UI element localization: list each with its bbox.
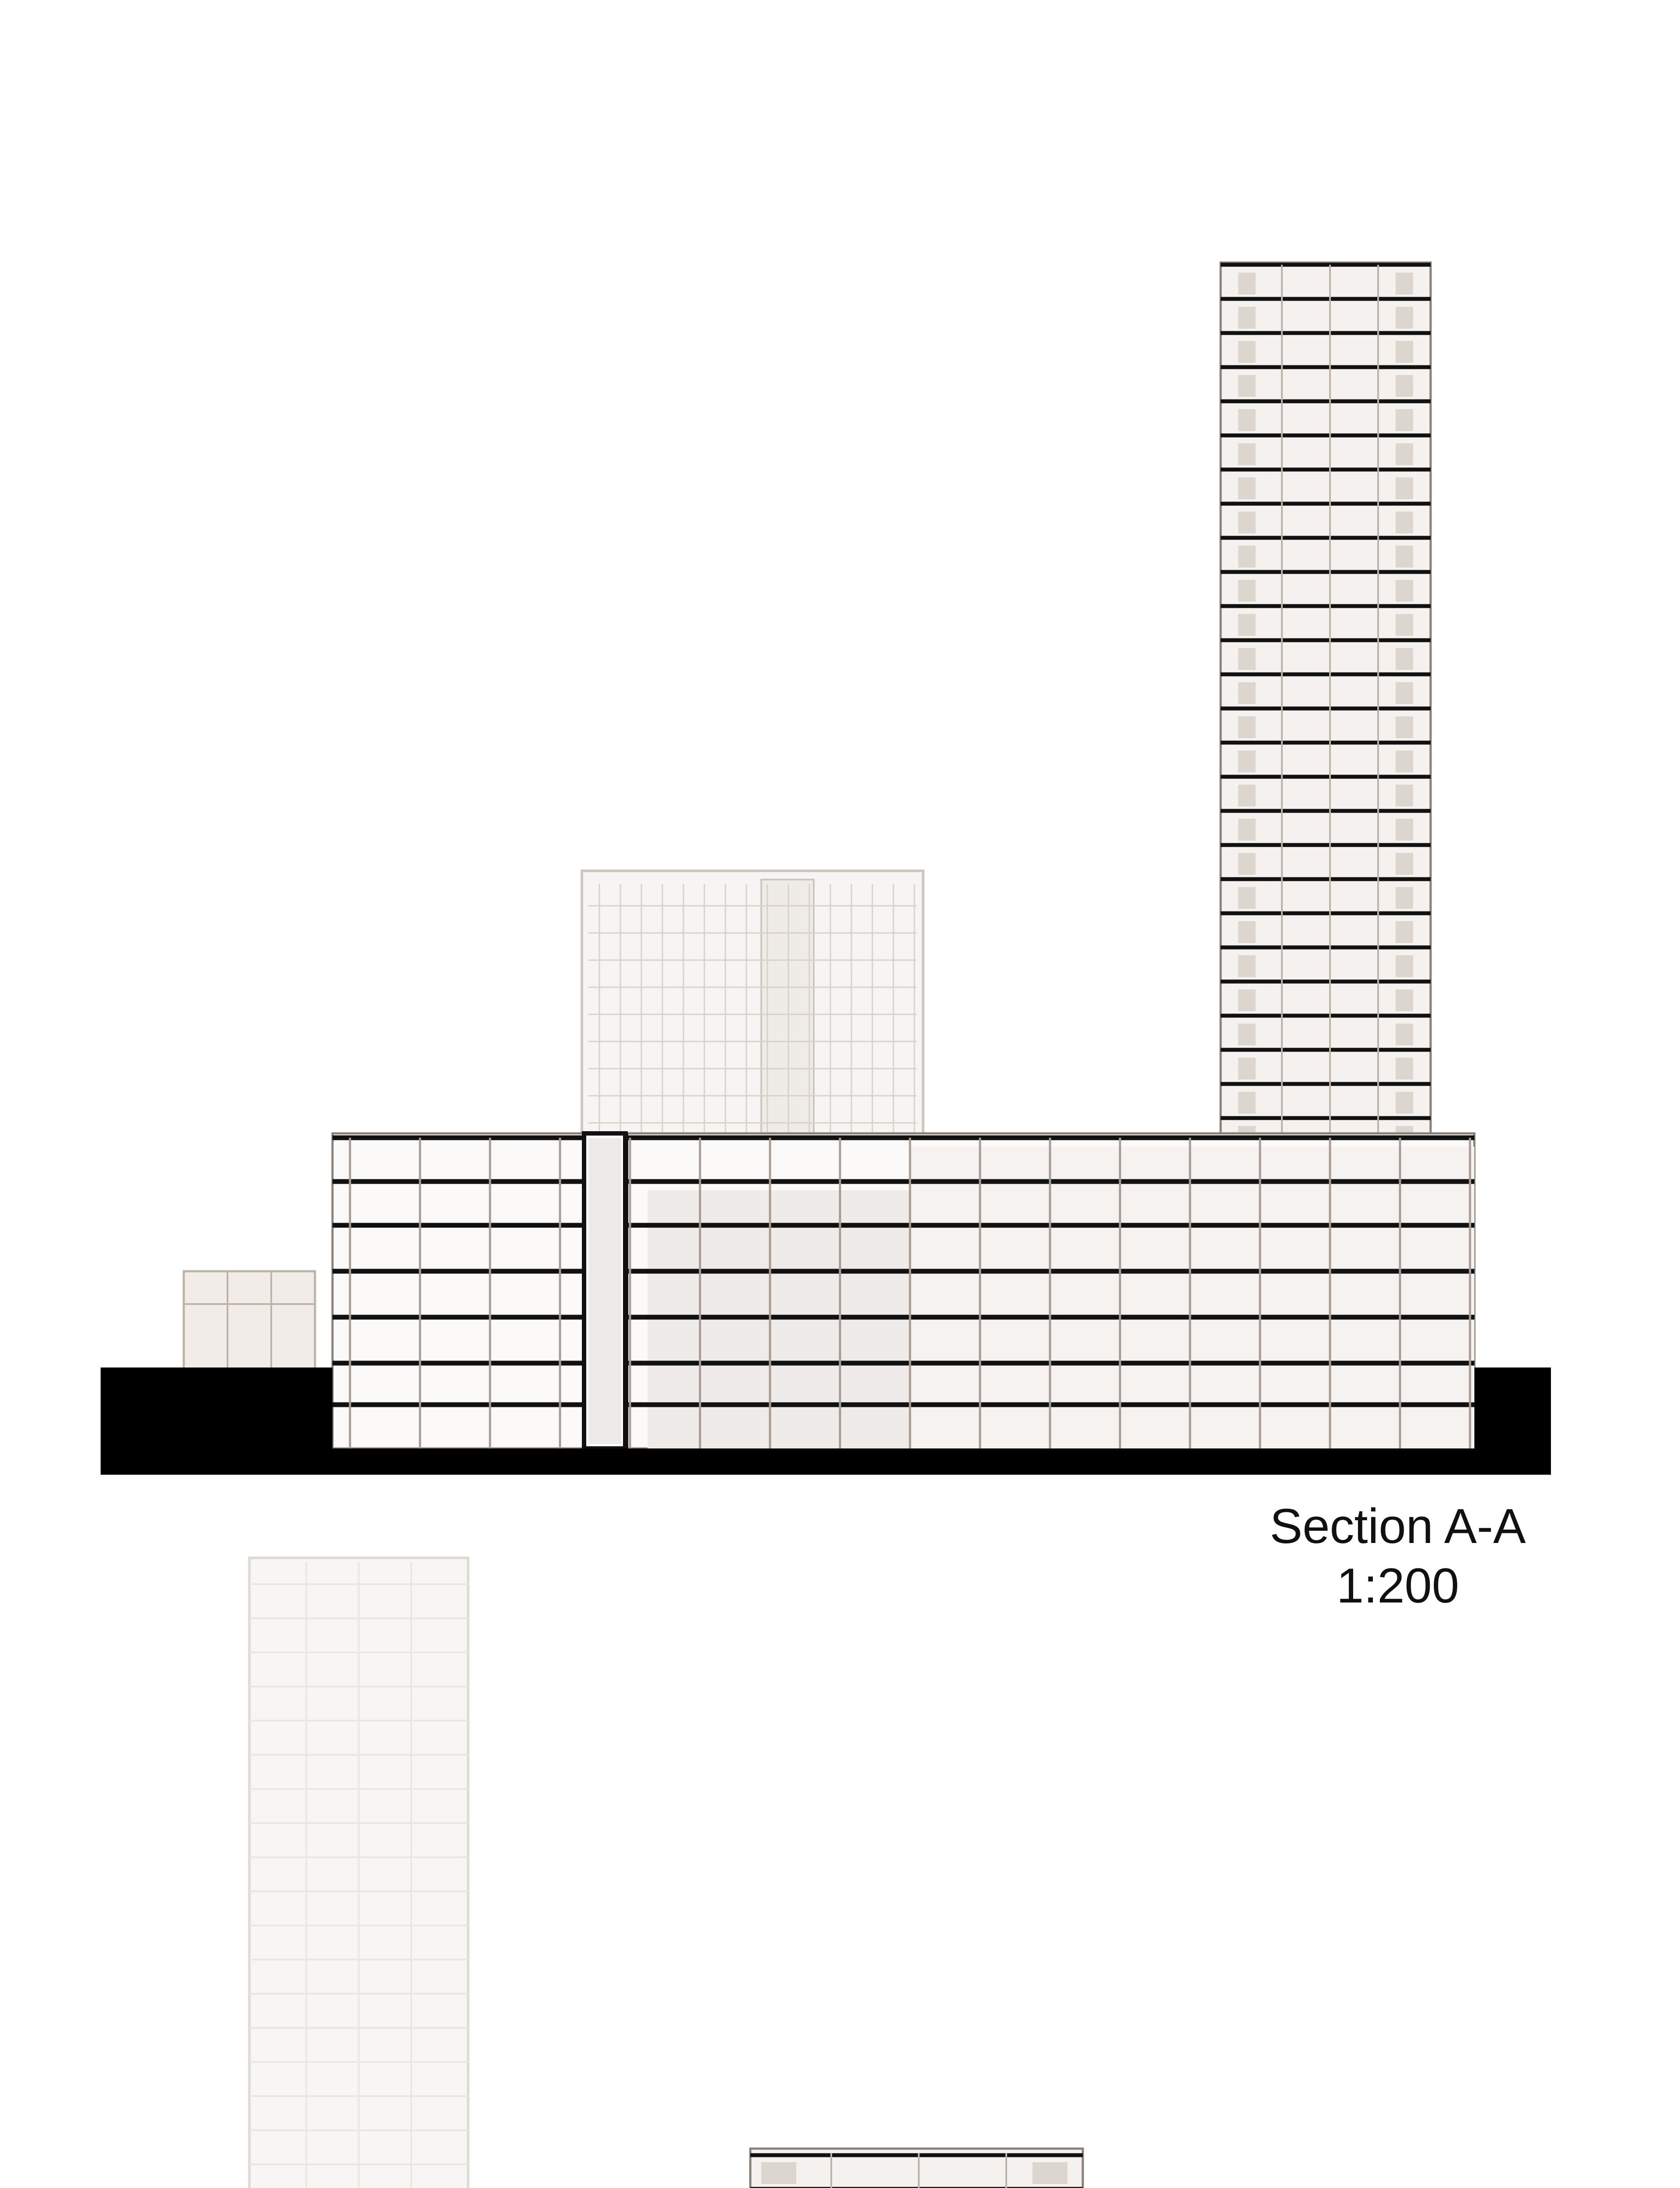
- section-a-left-annex: [184, 1271, 315, 1372]
- section-a-a-drawing: [101, 263, 1551, 1475]
- tower-window: [1238, 1024, 1256, 1045]
- tower-window: [1238, 307, 1256, 329]
- tower-window: [1396, 750, 1413, 772]
- tower-window: [1396, 546, 1413, 568]
- section-a-tower: [1221, 263, 1431, 1148]
- tower-window: [1238, 921, 1256, 943]
- tower-window: [1238, 853, 1256, 875]
- tower-window: [1396, 443, 1413, 465]
- tower-window: [1238, 955, 1256, 977]
- tower-window: [1396, 989, 1413, 1011]
- tower-window: [1396, 614, 1413, 636]
- tower-window: [1396, 955, 1413, 977]
- section-a-core: [584, 1133, 626, 1448]
- midrise-window: [1032, 2162, 1068, 2184]
- section-b-ghost-tower: [249, 1558, 468, 2188]
- tower-window: [1396, 716, 1413, 738]
- tower-window: [1238, 1092, 1256, 1114]
- tower-window: [1396, 921, 1413, 943]
- section-a-caption: [1208, 1497, 1588, 1616]
- tower-window: [1238, 887, 1256, 909]
- tower-window: [1396, 409, 1413, 431]
- tower-window: [1238, 716, 1256, 738]
- tower-window: [1238, 512, 1256, 533]
- tower-window: [1238, 580, 1256, 602]
- tower-window: [1238, 682, 1256, 704]
- tower-window: [1238, 648, 1256, 670]
- tower-window: [1238, 477, 1256, 499]
- tower-window: [1396, 477, 1413, 499]
- tower-window: [1238, 375, 1256, 397]
- tower-window: [1396, 819, 1413, 841]
- midrise-window: [761, 2162, 796, 2184]
- section-a-title: Section A-A: [1270, 1499, 1526, 1553]
- tower-window: [1238, 819, 1256, 841]
- tower-window: [1238, 273, 1256, 295]
- tower-window: [1396, 512, 1413, 533]
- section-b-b-drawing: [131, 1558, 1540, 2188]
- tower-window: [1238, 750, 1256, 772]
- tower-window: [1238, 989, 1256, 1011]
- tower-window: [1238, 614, 1256, 636]
- tower-window: [1396, 785, 1413, 806]
- tower-window: [1238, 1058, 1256, 1080]
- tower-window: [1396, 887, 1413, 909]
- tower-window: [1396, 307, 1413, 329]
- tower-window: [1396, 1092, 1413, 1114]
- tower-window: [1396, 648, 1413, 670]
- tower-window: [1396, 1024, 1413, 1045]
- tower-window: [1396, 273, 1413, 295]
- tower-window: [1396, 375, 1413, 397]
- tower-window: [1396, 853, 1413, 875]
- tower-window: [1396, 580, 1413, 602]
- section-a-scale: 1:200: [1336, 1558, 1460, 1613]
- tower-window: [1396, 682, 1413, 704]
- tower-window: [1238, 409, 1256, 431]
- tower-window: [1238, 443, 1256, 465]
- tower-window: [1396, 1058, 1413, 1080]
- tower-window: [1238, 785, 1256, 806]
- tower-window: [1238, 341, 1256, 363]
- tower-window: [1238, 546, 1256, 568]
- section-a-podium: [332, 1133, 1474, 1448]
- section-b-midrise: [750, 2149, 1083, 2188]
- tower-window: [1396, 341, 1413, 363]
